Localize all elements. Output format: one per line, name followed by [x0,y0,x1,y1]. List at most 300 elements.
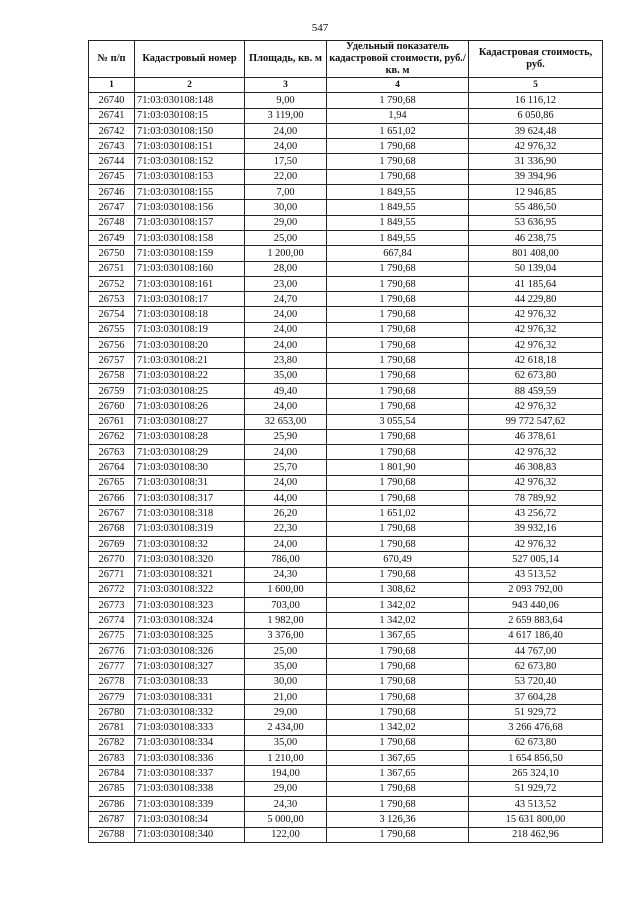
table-row [89,689,603,704]
row-number-cell: 26787 [89,812,135,827]
row-number-cell: 26761 [89,414,135,429]
cadastral-number-cell: 71:03:030108:327 [135,659,245,674]
area-cell: 29,00 [245,781,327,796]
cadastral-value-cell: 15 631 800,00 [469,812,603,827]
unit-value-cell: 1 790,68 [327,796,469,811]
cadastral-value-cell: 265 324,10 [469,766,603,781]
table-row [89,139,603,154]
table-row [89,445,603,460]
table-row [89,827,603,842]
cadastral-value-cell: 31 336,90 [469,154,603,169]
cadastral-value-cell: 39 932,16 [469,521,603,536]
unit-value-cell: 1 367,65 [327,628,469,643]
table-row [89,491,603,506]
area-cell: 24,70 [245,292,327,307]
cadastral-number-cell: 71:03:030108:156 [135,200,245,215]
area-cell: 24,00 [245,399,327,414]
cadastral-value-cell: 6 050,86 [469,108,603,123]
table-row [89,552,603,567]
cadastral-number-cell: 71:03:030108:326 [135,643,245,658]
cadastral-number-cell: 71:03:030108:26 [135,399,245,414]
row-number-cell: 26769 [89,536,135,551]
unit-value-cell: 1 651,02 [327,123,469,138]
cadastral-value-cell: 2 093 792,00 [469,582,603,597]
table-row [89,460,603,475]
unit-value-cell: 1 790,68 [327,429,469,444]
unit-value-cell: 1 790,68 [327,445,469,460]
cadastral-value-cell: 37 604,28 [469,689,603,704]
cadastral-value-cell: 53 636,95 [469,215,603,230]
cadastral-number-cell: 71:03:030108:160 [135,261,245,276]
table-row [89,521,603,536]
row-number-cell: 26752 [89,276,135,291]
cadastral-value-cell: 55 486,50 [469,200,603,215]
area-cell: 25,70 [245,460,327,475]
table-row [89,93,603,108]
area-cell: 24,30 [245,567,327,582]
cadastral-number-cell: 71:03:030108:324 [135,613,245,628]
row-number-cell: 26783 [89,751,135,766]
cadastral-value-cell: 62 673,80 [469,735,603,750]
area-cell: 30,00 [245,200,327,215]
table-row [89,598,603,613]
table-row [89,368,603,383]
row-number-cell: 26756 [89,338,135,353]
cadastral-number-cell: 71:03:030108:25 [135,383,245,398]
row-number-cell: 26755 [89,322,135,337]
area-cell: 3 376,00 [245,628,327,643]
row-number-cell: 26764 [89,460,135,475]
column-number: 4 [327,78,469,93]
cadastral-value-cell: 943 440,06 [469,598,603,613]
table-row [89,613,603,628]
table-row [89,781,603,796]
area-cell: 3 119,00 [245,108,327,123]
table-row [89,383,603,398]
unit-value-cell: 670,49 [327,552,469,567]
cadastral-value-cell: 53 720,40 [469,674,603,689]
unit-value-cell: 1 790,68 [327,705,469,720]
cadastral-number-cell: 71:03:030108:337 [135,766,245,781]
table-row [89,292,603,307]
unit-value-cell: 667,84 [327,246,469,261]
row-number-cell: 26765 [89,475,135,490]
cadastral-number-cell: 71:03:030108:31 [135,475,245,490]
row-number-cell: 26777 [89,659,135,674]
unit-value-cell: 3 126,36 [327,812,469,827]
unit-value-cell: 1 849,55 [327,185,469,200]
cadastral-value-cell: 50 139,04 [469,261,603,276]
cadastral-value-cell: 42 976,32 [469,536,603,551]
table-row [89,674,603,689]
area-cell: 28,00 [245,261,327,276]
area-cell: 35,00 [245,735,327,750]
unit-value-cell: 1 342,02 [327,720,469,735]
cadastral-number-cell: 71:03:030108:325 [135,628,245,643]
cadastral-number-cell: 71:03:030108:318 [135,506,245,521]
cadastral-number-cell: 71:03:030108:320 [135,552,245,567]
cadastral-number-cell: 71:03:030108:19 [135,322,245,337]
unit-value-cell: 1 790,68 [327,93,469,108]
cadastral-value-cell: 16 116,12 [469,93,603,108]
unit-value-cell: 1 651,02 [327,506,469,521]
row-number-cell: 26773 [89,598,135,613]
cadastral-number-cell: 71:03:030108:148 [135,93,245,108]
cadastral-value-cell: 46 378,61 [469,429,603,444]
header-unit-value: Удельный показатель кадастровой стоимости, руб./кв. м [327,41,469,78]
cadastral-number-cell: 71:03:030108:333 [135,720,245,735]
cadastral-value-cell: 42 618,18 [469,353,603,368]
cadastral-value-cell: 4 617 186,40 [469,628,603,643]
area-cell: 7,00 [245,185,327,200]
table-row [89,735,603,750]
cadastral-number-cell: 71:03:030108:15 [135,108,245,123]
unit-value-cell: 1 790,68 [327,383,469,398]
area-cell: 24,00 [245,475,327,490]
cadastral-value-cell: 39 394,96 [469,169,603,184]
row-number-cell: 26754 [89,307,135,322]
cadastral-number-cell: 71:03:030108:322 [135,582,245,597]
unit-value-cell: 1 801,90 [327,460,469,475]
area-cell: 1 982,00 [245,613,327,628]
cadastral-value-cell: 46 238,75 [469,230,603,245]
row-number-cell: 26782 [89,735,135,750]
area-cell: 24,00 [245,307,327,322]
cadastral-number-cell: 71:03:030108:158 [135,230,245,245]
unit-value-cell: 1 790,68 [327,643,469,658]
area-cell: 35,00 [245,368,327,383]
cadastral-number-cell: 71:03:030108:340 [135,827,245,842]
cadastral-number-cell: 71:03:030108:319 [135,521,245,536]
unit-value-cell: 3 055,54 [327,414,469,429]
row-number-cell: 26759 [89,383,135,398]
cadastral-number-cell: 71:03:030108:331 [135,689,245,704]
cadastral-number-cell: 71:03:030108:323 [135,598,245,613]
area-cell: 703,00 [245,598,327,613]
row-number-cell: 26778 [89,674,135,689]
table-row [89,261,603,276]
row-number-cell: 26749 [89,230,135,245]
area-cell: 194,00 [245,766,327,781]
table-header-row [89,41,603,78]
unit-value-cell: 1 849,55 [327,230,469,245]
row-number-cell: 26766 [89,491,135,506]
cadastral-value-cell: 46 308,83 [469,460,603,475]
unit-value-cell: 1 849,55 [327,215,469,230]
area-cell: 24,00 [245,322,327,337]
area-cell: 1 600,00 [245,582,327,597]
row-number-cell: 26750 [89,246,135,261]
area-cell: 25,00 [245,230,327,245]
cadastral-number-cell: 71:03:030108:339 [135,796,245,811]
unit-value-cell: 1 790,68 [327,674,469,689]
table-row [89,720,603,735]
cadastral-value-cell: 2 659 883,64 [469,613,603,628]
table-row [89,307,603,322]
row-number-cell: 26760 [89,399,135,414]
unit-value-cell: 1 790,68 [327,399,469,414]
table-row [89,154,603,169]
cadastral-number-cell: 71:03:030108:338 [135,781,245,796]
table-row [89,536,603,551]
cadastral-value-cell: 42 976,32 [469,445,603,460]
table-row [89,276,603,291]
table-body [89,93,603,843]
area-cell: 29,00 [245,215,327,230]
area-cell: 25,00 [245,643,327,658]
area-cell: 17,50 [245,154,327,169]
area-cell: 23,80 [245,353,327,368]
unit-value-cell: 1 790,68 [327,536,469,551]
cadastral-value-cell: 801 408,00 [469,246,603,261]
cadastral-number-cell: 71:03:030108:30 [135,460,245,475]
unit-value-cell: 1 367,65 [327,766,469,781]
cadastral-number-cell: 71:03:030108:152 [135,154,245,169]
table-row [89,169,603,184]
table-row [89,567,603,582]
row-number-cell: 26786 [89,796,135,811]
row-number-cell: 26742 [89,123,135,138]
row-number-cell: 26785 [89,781,135,796]
cadastral-value-cell: 78 789,92 [469,491,603,506]
unit-value-cell: 1 790,68 [327,735,469,750]
area-cell: 22,30 [245,521,327,536]
table-row [89,200,603,215]
cadastral-number-cell: 71:03:030108:334 [135,735,245,750]
area-cell: 44,00 [245,491,327,506]
area-cell: 23,00 [245,276,327,291]
table-row [89,506,603,521]
column-number: 3 [245,78,327,93]
row-number-cell: 26743 [89,139,135,154]
cadastral-number-cell: 71:03:030108:150 [135,123,245,138]
area-cell: 24,30 [245,796,327,811]
area-cell: 25,90 [245,429,327,444]
unit-value-cell: 1 790,68 [327,261,469,276]
area-cell: 786,00 [245,552,327,567]
cadastral-value-table [88,40,603,843]
header-row-number: № п/п [89,41,135,78]
row-number-cell: 26770 [89,552,135,567]
cadastral-value-cell: 527 005,14 [469,552,603,567]
cadastral-number-cell: 71:03:030108:18 [135,307,245,322]
table-row [89,751,603,766]
header-cadastral-number: Кадастровый номер [135,41,245,78]
column-number: 2 [135,78,245,93]
table-row [89,812,603,827]
unit-value-cell: 1 790,68 [327,169,469,184]
row-number-cell: 26772 [89,582,135,597]
area-cell: 21,00 [245,689,327,704]
header-area: Площадь, кв. м [245,41,327,78]
unit-value-cell: 1 790,68 [327,292,469,307]
table-row [89,475,603,490]
area-cell: 49,40 [245,383,327,398]
cadastral-number-cell: 71:03:030108:17 [135,292,245,307]
row-number-cell: 26776 [89,643,135,658]
row-number-cell: 26744 [89,154,135,169]
cadastral-value-cell: 42 976,32 [469,322,603,337]
unit-value-cell: 1 790,68 [327,827,469,842]
unit-value-cell: 1 342,02 [327,598,469,613]
area-cell: 122,00 [245,827,327,842]
area-cell: 24,00 [245,338,327,353]
unit-value-cell: 1 790,68 [327,491,469,506]
cadastral-number-cell: 71:03:030108:159 [135,246,245,261]
cadastral-value-cell: 42 976,32 [469,399,603,414]
cadastral-value-cell: 39 624,48 [469,123,603,138]
cadastral-number-cell: 71:03:030108:155 [135,185,245,200]
row-number-cell: 26748 [89,215,135,230]
table-row [89,399,603,414]
area-cell: 1 200,00 [245,246,327,261]
row-number-cell: 26740 [89,93,135,108]
table-row [89,643,603,658]
area-cell: 24,00 [245,536,327,551]
cadastral-number-cell: 71:03:030108:151 [135,139,245,154]
cadastral-value-cell: 43 513,52 [469,567,603,582]
unit-value-cell: 1 790,68 [327,139,469,154]
table-row [89,108,603,123]
area-cell: 26,20 [245,506,327,521]
cadastral-value-cell: 3 266 476,68 [469,720,603,735]
unit-value-cell: 1 308,62 [327,582,469,597]
table-row [89,246,603,261]
table-row [89,628,603,643]
unit-value-cell: 1,94 [327,108,469,123]
cadastral-value-cell: 51 929,72 [469,781,603,796]
row-number-cell: 26780 [89,705,135,720]
table-row [89,185,603,200]
table-row [89,322,603,337]
cadastral-number-cell: 71:03:030108:21 [135,353,245,368]
row-number-cell: 26784 [89,766,135,781]
row-number-cell: 26771 [89,567,135,582]
cadastral-number-cell: 71:03:030108:332 [135,705,245,720]
unit-value-cell: 1 790,68 [327,368,469,383]
unit-value-cell: 1 790,68 [327,475,469,490]
row-number-cell: 26763 [89,445,135,460]
column-number: 1 [89,78,135,93]
row-number-cell: 26741 [89,108,135,123]
cadastral-number-cell: 71:03:030108:157 [135,215,245,230]
page-number: 547 [311,22,329,34]
unit-value-cell: 1 790,68 [327,567,469,582]
table-row [89,230,603,245]
cadastral-value-cell: 42 976,32 [469,338,603,353]
table-row [89,659,603,674]
area-cell: 30,00 [245,674,327,689]
unit-value-cell: 1 342,02 [327,613,469,628]
area-cell: 1 210,00 [245,751,327,766]
unit-value-cell: 1 849,55 [327,200,469,215]
cadastral-number-cell: 71:03:030108:22 [135,368,245,383]
area-cell: 5 000,00 [245,812,327,827]
row-number-cell: 26788 [89,827,135,842]
cadastral-number-cell: 71:03:030108:20 [135,338,245,353]
cadastral-number-cell: 71:03:030108:28 [135,429,245,444]
table-row [89,215,603,230]
cadastral-value-cell: 42 976,32 [469,307,603,322]
area-cell: 24,00 [245,445,327,460]
area-cell: 24,00 [245,123,327,138]
cadastral-value-cell: 42 976,32 [469,139,603,154]
area-cell: 35,00 [245,659,327,674]
cadastral-number-cell: 71:03:030108:336 [135,751,245,766]
column-number: 5 [469,78,603,93]
cadastral-number-cell: 71:03:030108:161 [135,276,245,291]
unit-value-cell: 1 790,68 [327,154,469,169]
cadastral-value-cell: 43 513,52 [469,796,603,811]
unit-value-cell: 1 790,68 [327,659,469,674]
table-row [89,353,603,368]
row-number-cell: 26767 [89,506,135,521]
table-row [89,123,603,138]
area-cell: 9,00 [245,93,327,108]
cadastral-value-cell: 44 767,00 [469,643,603,658]
row-number-cell: 26745 [89,169,135,184]
row-number-cell: 26753 [89,292,135,307]
cadastral-number-cell: 71:03:030108:32 [135,536,245,551]
cadastral-value-cell: 99 772 547,62 [469,414,603,429]
header-cadastral-value: Кадастровая стоимость, руб. [469,41,603,78]
row-number-cell: 26751 [89,261,135,276]
row-number-cell: 26779 [89,689,135,704]
row-number-cell: 26747 [89,200,135,215]
cadastral-value-cell: 12 946,85 [469,185,603,200]
row-number-cell: 26774 [89,613,135,628]
area-cell: 32 653,00 [245,414,327,429]
area-cell: 24,00 [245,139,327,154]
table-row [89,414,603,429]
cadastral-value-cell: 88 459,59 [469,383,603,398]
cadastral-value-cell: 1 654 856,50 [469,751,603,766]
cadastral-value-cell: 62 673,80 [469,368,603,383]
cadastral-number-cell: 71:03:030108:34 [135,812,245,827]
table-row [89,582,603,597]
cadastral-value-cell: 41 185,64 [469,276,603,291]
unit-value-cell: 1 790,68 [327,521,469,536]
cadastral-number-cell: 71:03:030108:153 [135,169,245,184]
unit-value-cell: 1 790,68 [327,338,469,353]
row-number-cell: 26781 [89,720,135,735]
table-row [89,429,603,444]
cadastral-value-cell: 51 929,72 [469,705,603,720]
row-number-cell: 26762 [89,429,135,444]
table-row [89,766,603,781]
unit-value-cell: 1 790,68 [327,353,469,368]
row-number-cell: 26758 [89,368,135,383]
cadastral-number-cell: 71:03:030108:317 [135,491,245,506]
cadastral-number-cell: 71:03:030108:29 [135,445,245,460]
row-number-cell: 26768 [89,521,135,536]
row-number-cell: 26757 [89,353,135,368]
cadastral-value-cell: 42 976,32 [469,475,603,490]
unit-value-cell: 1 790,68 [327,689,469,704]
cadastral-value-cell: 62 673,80 [469,659,603,674]
area-cell: 29,00 [245,705,327,720]
table-row [89,705,603,720]
unit-value-cell: 1 790,68 [327,276,469,291]
area-cell: 22,00 [245,169,327,184]
table-row [89,796,603,811]
cadastral-number-cell: 71:03:030108:33 [135,674,245,689]
row-number-cell: 26775 [89,628,135,643]
unit-value-cell: 1 790,68 [327,781,469,796]
unit-value-cell: 1 790,68 [327,307,469,322]
cadastral-value-cell: 218 462,96 [469,827,603,842]
row-number-cell: 26746 [89,185,135,200]
